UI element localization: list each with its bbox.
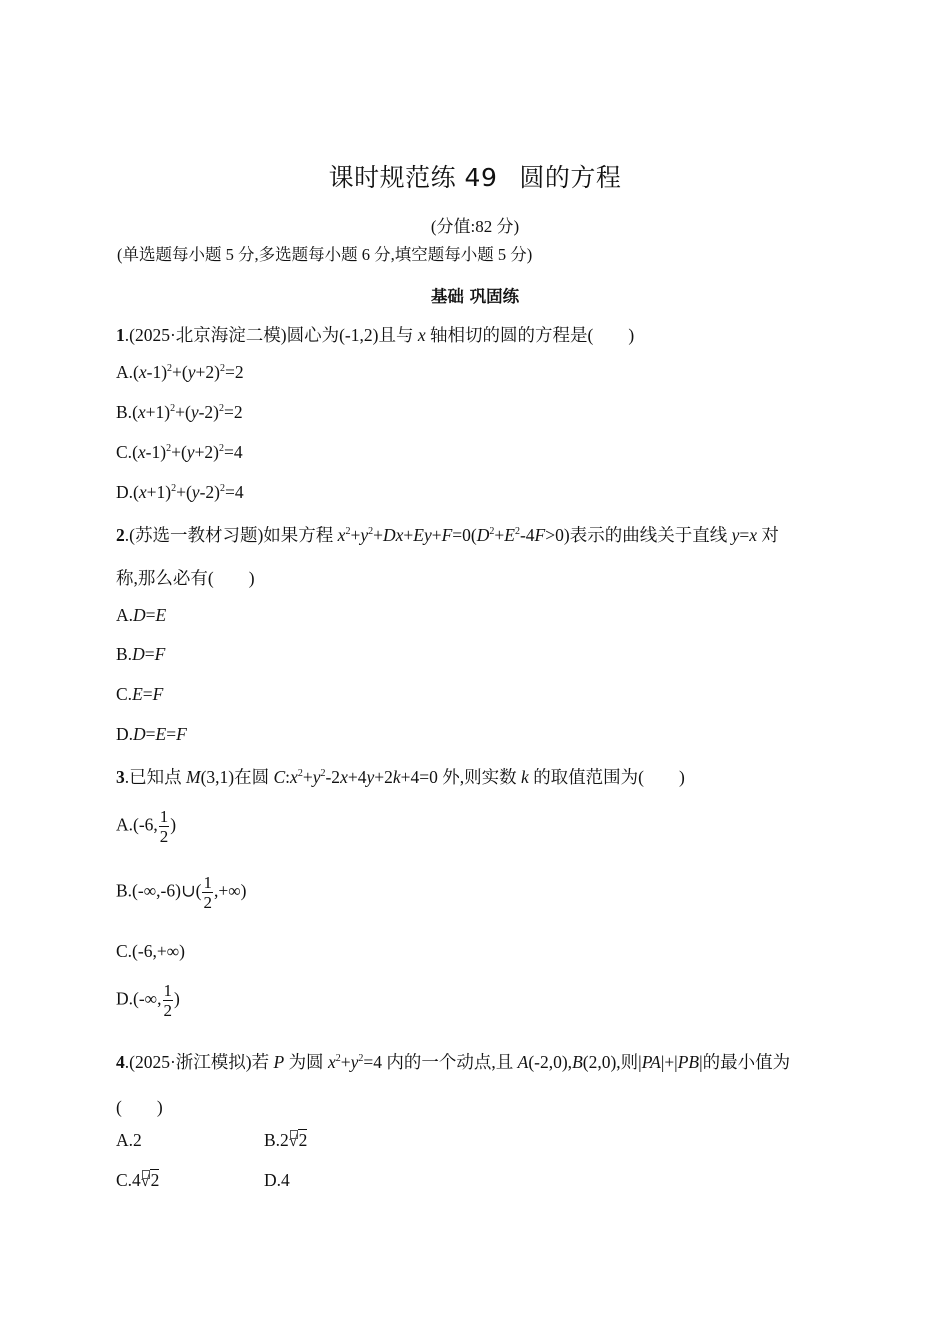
question-1-option-b: $B.(x+1)^2+(y-2)^2=2$ (116, 402, 243, 422)
title-text: 课时规范练 49 (328, 163, 498, 192)
question-4-option-c: C.4 √2 (116, 1170, 160, 1190)
question-2-option-b: B.D=F (116, 644, 166, 664)
question-3-option-c: C.(-6,+∞) (116, 941, 186, 961)
question-2-option-c: C.E=F (116, 684, 164, 704)
title-subject: 圆的方程 (519, 163, 622, 192)
fraction: $\frac{1}{2}$ (203, 873, 212, 912)
question-4-option-d: D.4 (264, 1170, 290, 1190)
question-4-stem: 4.(2025·浙江模拟)若 P 为圆 $x^2+y^2=4$ 内的一个动点,且 A(-2,0),B(2,0),则|PA|+|PB|的最小值为 (116, 1052, 791, 1072)
fraction: $\frac{1}{2}$ (159, 807, 169, 846)
sqrt-icon: √2 (288, 1130, 308, 1150)
question-3-option-a: A.(-6, $\frac{1}{2}$ ) (116, 807, 177, 846)
question-1-option-c: $C.(x-1)^2+(y+2)^2=4$ (116, 442, 243, 462)
question-4-option-a: A.2 (116, 1130, 142, 1150)
question-3-option-b: B.(-∞,-6)∪( $\frac{1}{2}$ ,+∞) (116, 873, 247, 912)
scoring-rules: (单选题每小题 5 分,多选题每小题 6 分,填空题每小题 5 分) (117, 245, 533, 264)
question-4-option-b: B.2 √2 (264, 1130, 308, 1150)
question-1-stem: 1.(2025·北京海淀二模)圆心为(-1,2)且与 x 轴相切的圆的方程是( ) (116, 325, 635, 345)
sqrt-icon: √2 (140, 1170, 160, 1190)
score-note: (分值:82 分) (430, 217, 520, 236)
question-2-option-d: D.D=E=F (116, 724, 187, 744)
question-3-stem: 3.已知点 M(3,1)在圆 $C:x^2+y^2-2x+4y+2k+4=0$ 外,则实数 k 的取值范围为( ) (116, 767, 685, 787)
question-2-stem-continued: 称,那么必有( ) (116, 568, 255, 588)
question-2-option-a: A.D=E (116, 605, 167, 625)
question-3-option-d: D.(-∞, $\frac{1}{2}$ ) (116, 981, 180, 1020)
question-1-option-a: $A.(x-1)^2+(y+2)^2=2$ (116, 362, 244, 382)
page-title (0, 158, 950, 194)
question-4-stem-continued: ( ) (116, 1097, 163, 1117)
question-1-option-d: $D.(x+1)^2+(y-2)^2=4$ (116, 482, 244, 502)
section-heading: 基础 巩固练 (430, 287, 520, 306)
question-2-stem: 2.(苏选一教材习题)如果方程 $x^2+y^2+Dx+Ey+F=0(D^2+E^2-4F>0)$表示的曲线关于直线 y=x 对 (116, 525, 779, 545)
fraction: $\frac{1}{2}$ (163, 981, 173, 1020)
